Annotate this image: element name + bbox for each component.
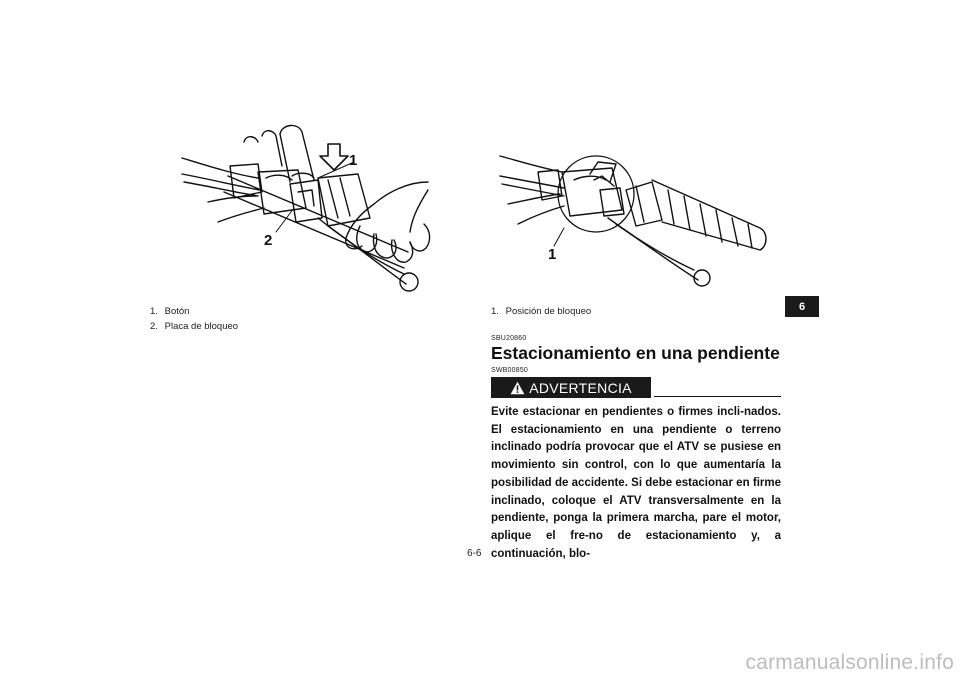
caption-item: 1. Posición de bloqueo: [491, 306, 592, 317]
figure-right: [498, 150, 780, 296]
warning-label: ADVERTENCIA: [529, 379, 632, 396]
figure-left-captions: [150, 304, 238, 334]
watermark: carmanualsonline.info: [745, 651, 954, 674]
chapter-tab: 6: [785, 296, 819, 317]
warning-banner: [491, 377, 781, 398]
warning-label-box: [491, 377, 651, 398]
handlebar-lock-position-illustration: [498, 150, 780, 296]
section-title: Estacionamiento en una pendiente: [491, 343, 780, 363]
warning-triangle-icon: [510, 381, 525, 395]
caption-item: 2. Placa de bloqueo: [150, 321, 239, 332]
warning-rule: [654, 396, 781, 397]
caption-item: 1. Botón: [150, 306, 190, 317]
warning-code: SWB00850: [491, 367, 529, 374]
callout-1: 1: [548, 246, 557, 263]
callout-2: 2: [264, 232, 273, 249]
handlebar-lever-push-illustration: [178, 122, 440, 298]
page-number: 6-6: [467, 548, 482, 559]
callout-1: 1: [349, 152, 358, 169]
figure-right-captions: [491, 304, 591, 319]
warning-text: Evite estacionar en pendientes o firmes incli-nados. El estacionamiento en una pendiente o terreno inclinado podría provocar que el ATV se pusiese en movimiento sin control, con lo que aumentaría la posibilidad de accidente. Si debe estacionar en firme inclinado, coloque el ATV transversalmente en la pendiente, ponga la primera marcha, pare el motor, aplique el fre-no de estacionamiento y, a continuación, blo-: [491, 406, 781, 560]
section-code: SBU20860: [491, 335, 527, 342]
figure-left: [178, 122, 440, 298]
